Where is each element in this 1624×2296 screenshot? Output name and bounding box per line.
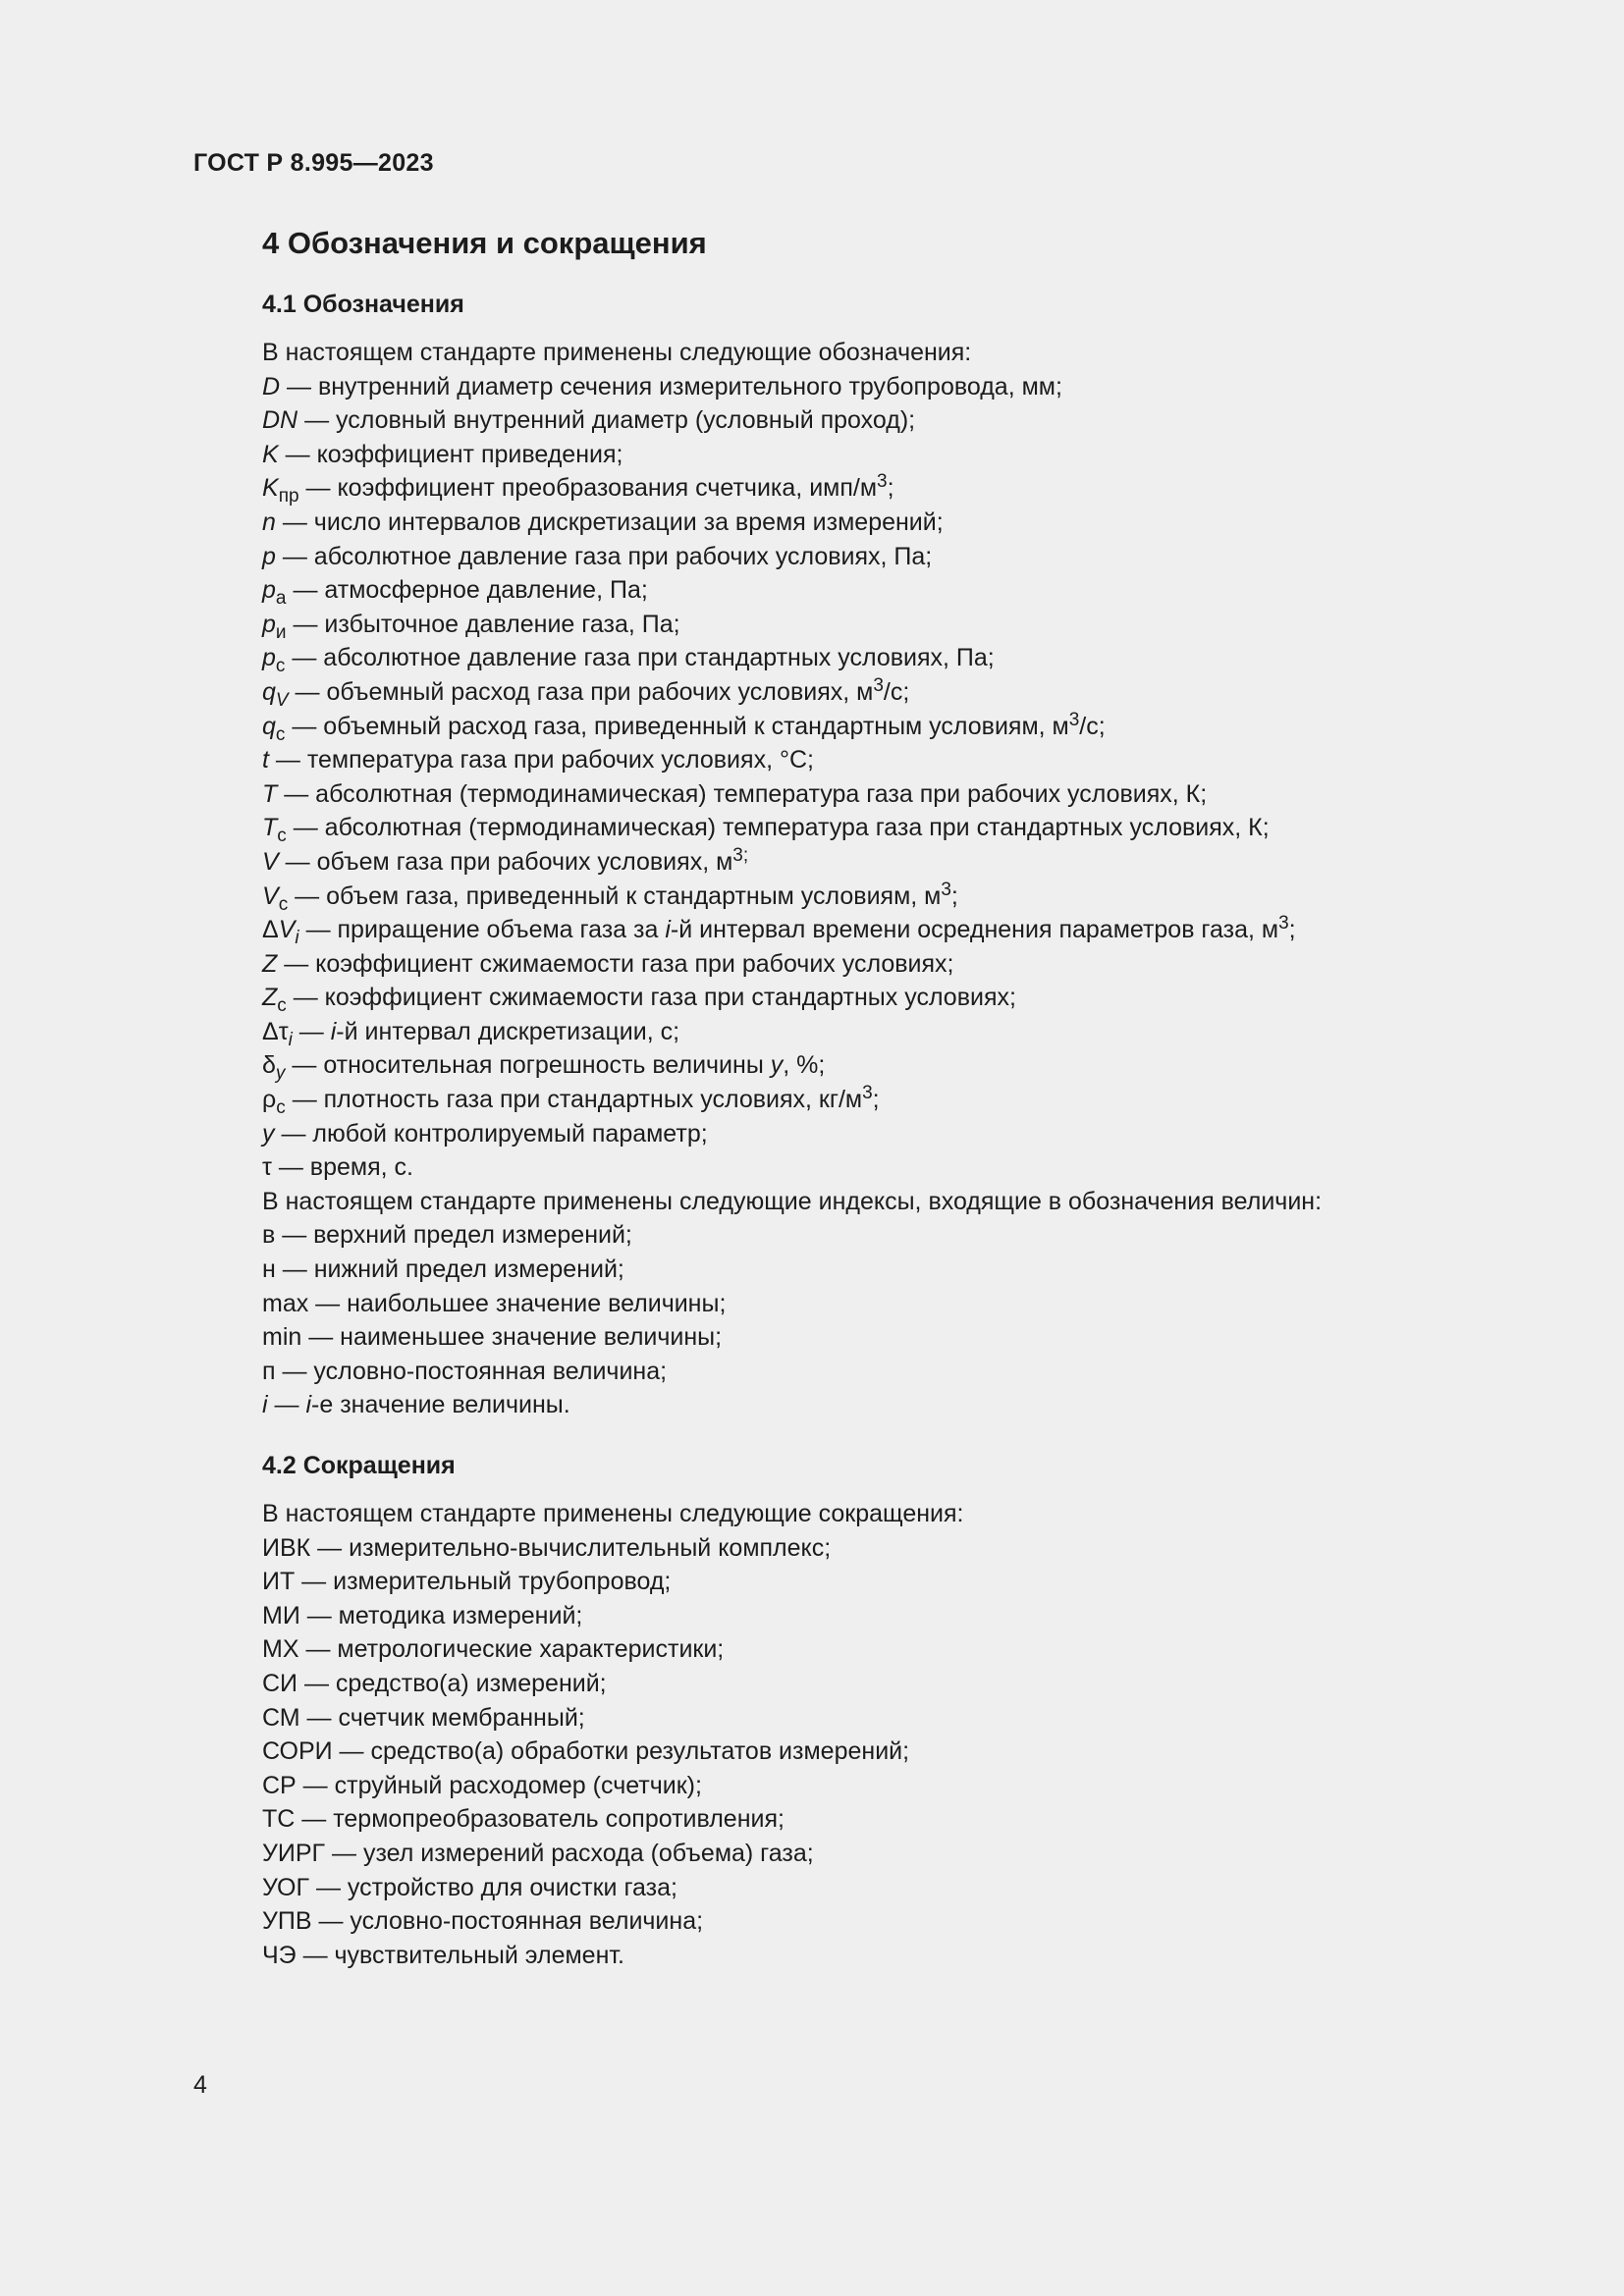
designations-intro: В настоящем стандарте применены следующие обозначения: [262,339,972,366]
abbreviation-item: УОГ — устройство для очистки газа; [262,1873,677,1901]
designation-item: τ — время, с. [262,1153,413,1182]
designation-item: y — любой контролируемый параметр; [262,1119,708,1148]
abbreviations-intro: В настоящем стандарте применены следующие сокращения: [262,1500,964,1527]
designation-item: n — число интервалов дискретизации за время измерений; [262,507,944,536]
designation-item: $p_и$ — избыточное давление газа, Па; [262,610,680,643]
designation-item: $\delta_y$ — относительная погрешность величины y, %; [262,1051,826,1085]
designation-item: $V_с$ — объем газа, приведенный к стандартным условиям, $м^3$; [262,879,958,915]
section-title: 4 Обозначения и сокращения [262,226,707,260]
abbreviation-item: СМ — счетчик мембранный; [262,1703,585,1732]
abbreviation-item: СОРИ — средство(а) обработки результатов измерений; [262,1737,910,1766]
designation-item: Z — коэффициент сжимаемости газа при рабочих условиях; [262,949,954,978]
designation-item: $T_с$ — абсолютная (термодинамическая) температура газа при стандартных условиях, К; [262,814,1270,847]
designation-item: DN — условный внутренний диаметр (условный проход); [262,406,916,435]
abbreviation-item: ИВК — измерительно-вычислительный комплекс; [262,1533,832,1562]
abbreviation-item: СИ — средство(а) измерений; [262,1669,607,1697]
document-body [262,222,1489,1998]
designation-item: $\Delta\tau_i$ — i-й интервал дискретизации, с; [262,1017,680,1050]
designation-item: $p_а$ — атмосферное давление, Па; [262,576,648,610]
page-number: 4 [193,2071,207,2099]
index-item: min — наименьшее значение величины; [262,1323,723,1352]
abbreviation-item: СР — струйный расходомер (счетчик); [262,1771,702,1799]
designation-item: $Z_с$ — коэффициент сжимаемости газа при стандартных условиях; [262,984,1016,1017]
abbreviation-item: ИТ — измерительный трубопровод; [262,1568,672,1596]
document-header: ГОСТ Р 8.995—2023 [193,149,434,177]
abbreviation-item: МИ — методика измерений; [262,1601,583,1629]
index-item: max — наибольшее значение величины; [262,1289,727,1317]
index-item: н — нижний предел измерений; [262,1255,624,1284]
abbreviation-item: МХ — метрологические характеристики; [262,1635,725,1664]
subsection-title-abbreviations: 4.2 Сокращения [262,1452,456,1479]
abbreviation-item: ТС — термопреобразователь сопротивления; [262,1805,785,1834]
subsection-title-designations: 4.1 Обозначения [262,291,464,318]
designation-item: V — объем газа при рабочих условиях, $м^{3;}$ [262,844,749,876]
designation-item: $q_с$ — объемный расход газа, приведенный к стандартным условиям, $м^3/с$; [262,709,1106,745]
designation-item: T — абсолютная (термодинамическая) температура газа при рабочих условиях, К; [262,779,1208,808]
index-item: п — условно-постоянная величина; [262,1357,668,1385]
designation-item: $\rho_с$ — плотность газа при стандартных условиях, $кг/м^3$; [262,1083,880,1119]
designations-list [262,336,1489,1422]
index-item: в — верхний предел измерений; [262,1221,632,1250]
designation-item: p — абсолютное давление газа при рабочих условиях, Па; [262,542,933,570]
designation-item: K — коэффициент приведения; [262,440,623,468]
abbreviation-item: УИРГ — узел измерений расхода (объема) газа; [262,1839,814,1867]
indices-intro: В настоящем стандарте применены следующие индексы, входящие в обозначения величин: [262,1187,1323,1215]
designation-item: $\Delta V_i$ — приращение объема газа за i-й интервал времени осреднения параметров газа, $м^3$; [262,913,1296,949]
designation-item: D — внутренний диаметр сечения измерительного трубопровода, мм; [262,372,1062,400]
abbreviation-item: УПВ — условно-постоянная величина; [262,1907,704,1936]
designation-item: $q_V$ — объемный расход газа при рабочих условиях, $м^3/с$; [262,674,910,711]
index-item: i — i-е значение величины. [262,1391,570,1419]
designation-item: $p_с$ — абсолютное давление газа при стандартных условиях, Па; [262,644,995,677]
abbreviation-item: ЧЭ — чувствительный элемент. [262,1941,625,1969]
designation-item: $K_{пр}$ — коэффициент преобразования счетчика, имп/$м^3$; [262,471,894,507]
abbreviations-list [262,1497,1489,1972]
designation-item: t — температура газа при рабочих условиях, °C; [262,746,814,774]
